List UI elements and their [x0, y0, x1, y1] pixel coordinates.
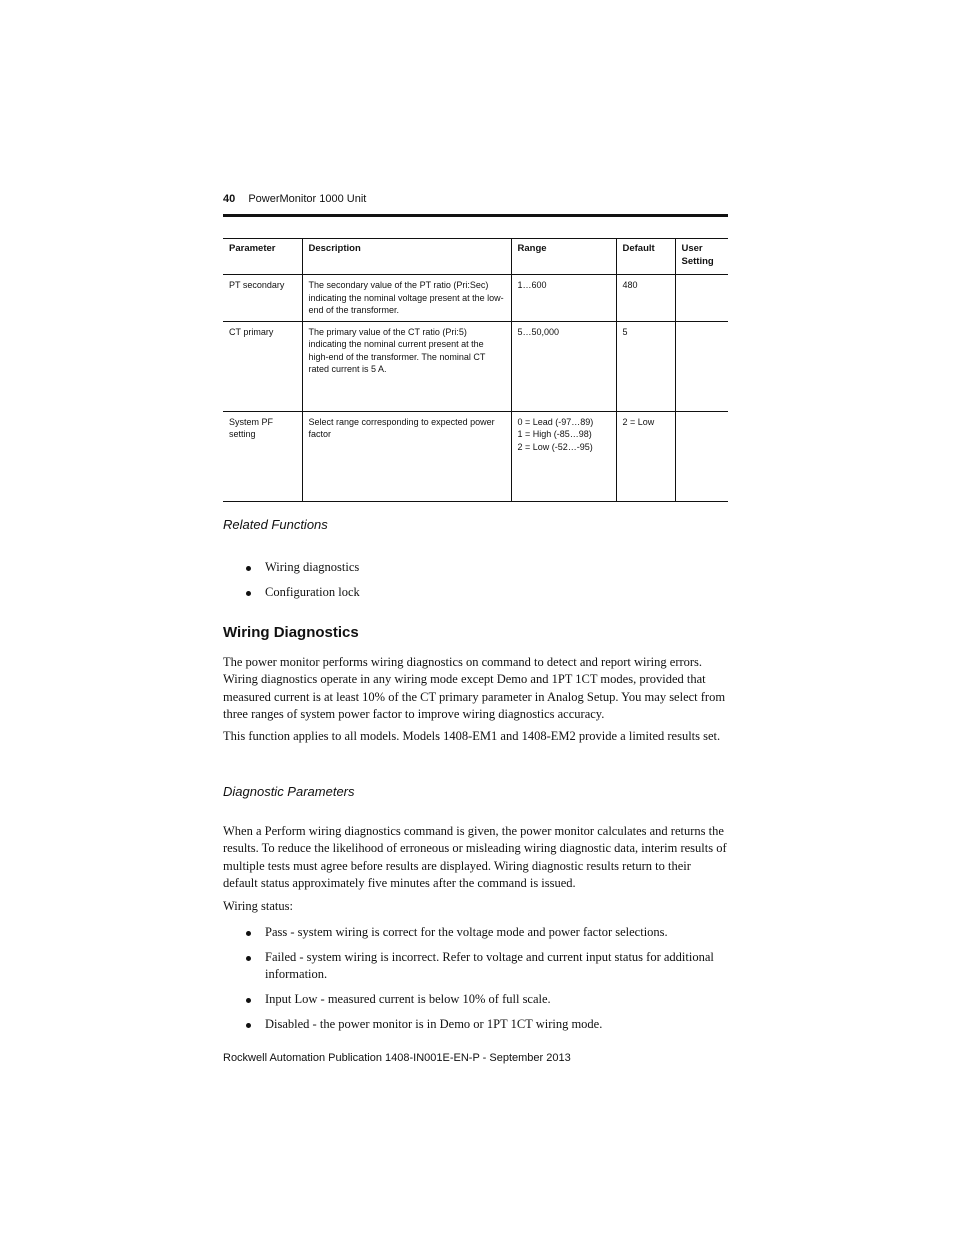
cell-parameter: PT secondary: [223, 275, 302, 322]
cell-default: 480: [616, 275, 675, 322]
page-number: 40: [223, 193, 236, 205]
list-item-text: Wiring diagnostics: [265, 560, 360, 574]
column-header-default: Default: [616, 239, 675, 275]
page-footer: Rockwell Automation Publication 1408-IN001E-EN-P - September 2013: [223, 1052, 571, 1064]
cell-range: 5…50,000: [511, 321, 616, 411]
list-item: [223, 1016, 728, 1033]
column-header-parameter: Parameter: [223, 239, 302, 275]
bullet-icon: [246, 931, 251, 936]
wiring-status-label: Wiring status:: [223, 899, 293, 913]
cell-range: 0 = Lead (-97…89) 1 = High (-85…98) 2 = Low (-52…-95): [511, 411, 616, 501]
cell-user-setting: [675, 275, 728, 322]
bullet-icon: [246, 998, 251, 1003]
cell-description: Select range corresponding to expected power factor: [302, 411, 511, 501]
list-item-text: Configuration lock: [265, 585, 360, 599]
cell-user-setting: [675, 411, 728, 501]
related-functions-list: [223, 559, 728, 601]
list-item: [223, 924, 728, 941]
list-item-text: Disabled - the power monitor is in Demo or 1PT 1CT wiring mode.: [265, 1016, 603, 1031]
list-item-text: Failed - system wiring is incorrect. Refer to voltage and current input status for additional information.: [265, 949, 714, 982]
bullet-icon: [246, 566, 251, 571]
bullet-icon: [246, 1023, 251, 1028]
list-item: [223, 584, 728, 601]
table-header-row: [223, 239, 728, 275]
column-header-range: Range: [511, 239, 616, 275]
table-row: [223, 275, 728, 322]
related-functions-title: Related Functions: [223, 517, 328, 532]
cell-parameter: System PF setting: [223, 411, 302, 501]
header-rule: [223, 214, 728, 217]
cell-default: 5: [616, 321, 675, 411]
cell-parameter: CT primary: [223, 321, 302, 411]
wiring-diagnostics-heading: Wiring Diagnostics: [223, 624, 359, 641]
diagnostic-parameters-paragraph: When a Perform wiring diagnostics command is given, the power monitor calculates and returns the results. To reduce the likelihood of erroneous or misleading wiring diagnostic data, interim results of multiple tests must agree before results are displayed. Wiring diagnostic results return to their default status approximately five minutes after the command is issued.: [223, 824, 727, 891]
column-header-description: Description: [302, 239, 511, 275]
wiring-diagnostics-paragraph-2: This function applies to all models. Models 1408-EM1 and 1408-EM2 provide a limited results set.: [223, 729, 721, 743]
wiring-status-list: [223, 924, 728, 1033]
list-item-text: Input Low - measured current is below 10% of full scale.: [265, 991, 551, 1006]
table-row: [223, 321, 728, 411]
column-header-user-setting: User Setting: [675, 239, 728, 275]
list-item-text: Pass - system wiring is correct for the voltage mode and power factor selections.: [265, 925, 668, 939]
list-item: [223, 559, 728, 576]
running-title: PowerMonitor 1000 Unit: [248, 193, 367, 205]
wiring-diagnostics-paragraph-1: The power monitor performs wiring diagnostics on command to detect and report wiring errors. Wiring diagnostics operate in any wiring mode except Demo and 1PT 1CT modes, provided that measured current is at least 10% of the CT primary parameter in Analog Setup. You may select from three ranges of system power factor to improve wiring diagnostics accuracy.: [223, 655, 726, 722]
bullet-icon: [246, 591, 251, 596]
cell-default: 2 = Low: [616, 411, 675, 501]
parameters-table: [223, 238, 728, 502]
cell-range: 1…600: [511, 275, 616, 322]
cell-description: The primary value of the CT ratio (Pri:5) indicating the nominal current present at the high-end of the transformer. The nominal CT rated current is 5 A.: [302, 321, 511, 411]
cell-user-setting: [675, 321, 728, 411]
diagnostic-parameters-title: Diagnostic Parameters: [223, 784, 355, 799]
cell-description: The secondary value of the PT ratio (Pri:Sec) indicating the nominal voltage present at the low-end of the transformer.: [302, 275, 511, 322]
page-header: [223, 193, 728, 205]
table-row: [223, 411, 728, 501]
list-item: [223, 949, 728, 984]
bullet-icon: [246, 956, 251, 961]
list-item: [223, 991, 728, 1008]
